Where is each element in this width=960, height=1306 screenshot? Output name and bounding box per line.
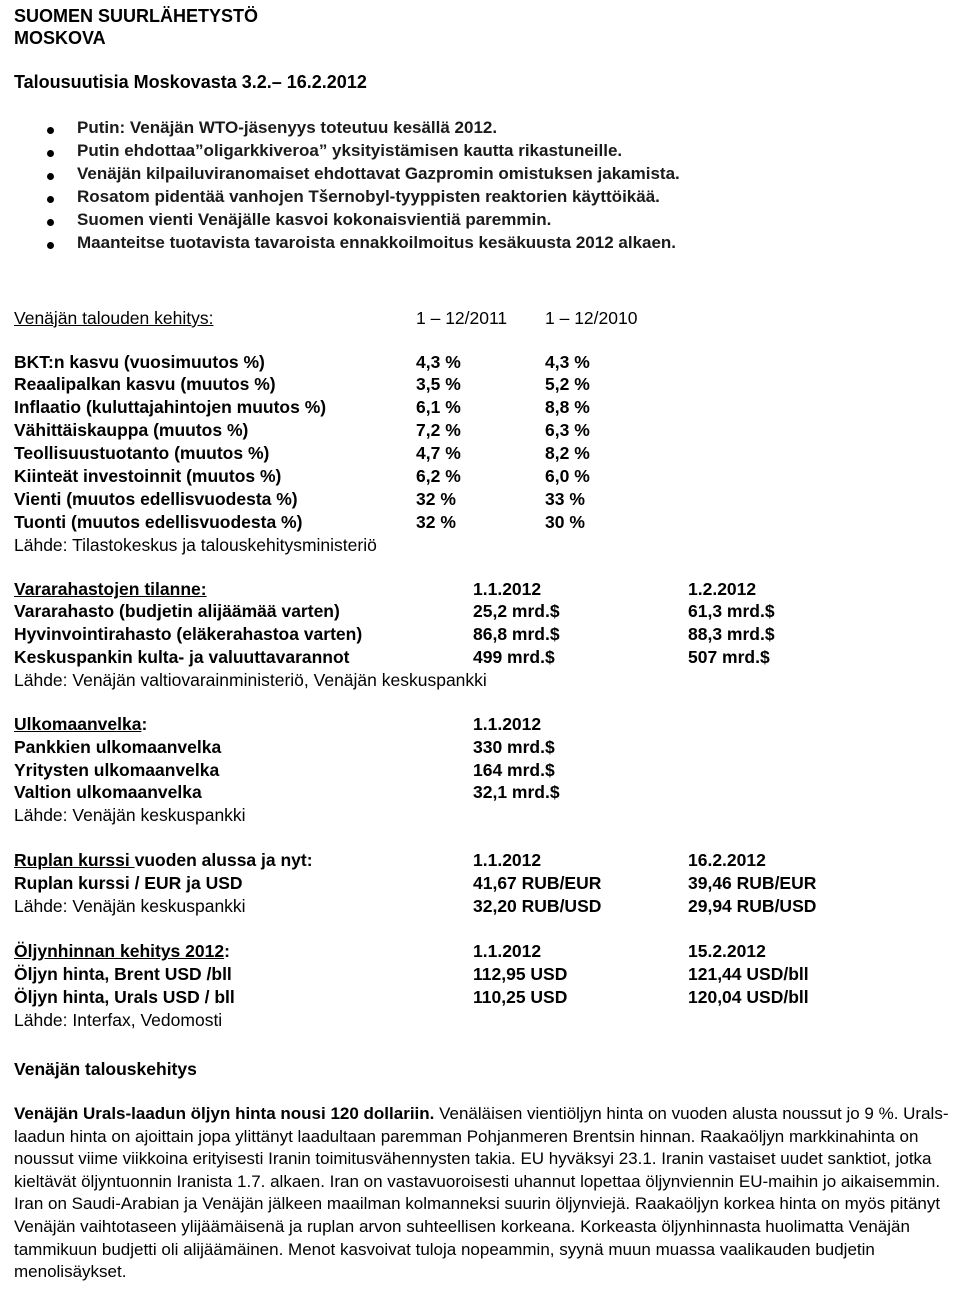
table-cell: 32,1 mrd.$ [473, 782, 560, 802]
economy-col1-header: 1 – 12/2011 [416, 308, 508, 328]
bullet-dot-icon [47, 242, 54, 249]
debt-heading [14, 714, 147, 735]
ruble-heading-underlined: Ruplan kurssi [14, 850, 135, 870]
table-row-label: Teollisuustuotanto (muutos %) [14, 443, 270, 463]
section-title: Venäjän talouskehitys [14, 1059, 197, 1079]
debt-heading-text: Ulkomaanvelka [14, 714, 142, 734]
bullet-dot-icon [47, 173, 54, 180]
table-cell: 6,1 % [416, 397, 461, 417]
embassy-city: MOSKOVA [14, 28, 106, 48]
table-cell: 30 % [545, 512, 585, 532]
table-cell: 4,3 % [416, 352, 461, 372]
oil-col2-header: 15.2.2012 [688, 941, 766, 961]
economy-source: Lähde: Tilastokeskus ja talouskehitysministeriö [14, 535, 377, 555]
ruble-heading [14, 850, 313, 871]
table-cell: 330 mrd.$ [473, 737, 555, 757]
oil-col1-header: 1.1.2012 [473, 941, 542, 961]
reserves-col2-header: 1.2.2012 [688, 579, 757, 599]
article-body: Venäläisen vientiöljyn hinta on vuoden alusta noussut jo 9 %. Urals-laadun hinta on ajoittain jopa ylittänyt laadultaan paremman Pohjanmeren Brentsin hinnan. Raakaöljyn markkinahinta on noussut viime viikkoina erityisesti Iranin toimitusvähennysten takia. EU hyväksyi 23.1. Iranin vastaiset uudet sanktiot, jotka kieltävät öljyntuonnin Iranista 1.7. alkaen. Iran on vastavuoroisesti uhannut lopettaa öljynviennin EU-maihin jo aikaisemmin. Iran on Saudi-Arabian ja Venäjän jälkeen maailman kolmanneksi suurin öljynviejä. Raakaöljyn korkea hinta on myös pitänyt Venäjän vaihtotaseen ylijäämäisenä ja ruplan arvon suhteellisen korkeana. Korkeasta öljynhinnasta huolimatta Venäjän tammikuun budjetti oli alijäämäinen. Menot kasvoivat tuloja nopeammin, syynä muun muassa vaalikauden budjetin menolisäykset. [14, 1104, 949, 1282]
table-cell: 6,0 % [545, 466, 590, 486]
table-row-label: Öljyn hinta, Brent USD /bll [14, 964, 232, 984]
bullet-item: Putin: Venäjän WTO-jäsenyys toteutuu kesällä 2012. [77, 118, 498, 137]
table-cell: 8,8 % [545, 397, 590, 417]
table-cell: 32,20 RUB/USD [473, 896, 602, 916]
table-cell: 6,2 % [416, 466, 461, 486]
table-cell: 39,46 RUB/EUR [688, 873, 817, 893]
table-cell: 7,2 % [416, 420, 461, 440]
table-row-label: Ruplan kurssi / EUR ja USD [14, 873, 243, 893]
table-row-label: Reaalipalkan kasvu (muutos %) [14, 374, 276, 394]
oil-heading [14, 941, 230, 962]
table-row-label: Vähittäiskauppa (muutos %) [14, 420, 249, 440]
embassy-name: SUOMEN SUURLÄHETYSTÖ [14, 6, 259, 26]
table-row-label: Vararahasto (budjetin alijäämää varten) [14, 601, 340, 621]
table-cell: 507 mrd.$ [688, 647, 770, 667]
bullet-item: Suomen vienti Venäjälle kasvoi kokonaisvientiä paremmin. [77, 210, 552, 229]
table-cell: 4,7 % [416, 443, 461, 463]
table-cell: 61,3 mrd.$ [688, 601, 775, 621]
table-row-label: Kiinteät investoinnit (muutos %) [14, 466, 282, 486]
table-cell: 120,04 USD/bll [688, 987, 809, 1007]
article-headline: Venäjän Urals-laadun öljyn hinta nousi 120 dollariin. [14, 1104, 435, 1123]
table-row-label: Pankkien ulkomaanvelka [14, 737, 222, 757]
economy-col2-header: 1 – 12/2010 [545, 308, 638, 328]
table-cell: 5,2 % [545, 374, 590, 394]
table-cell: 29,94 RUB/USD [688, 896, 817, 916]
table-cell: 112,95 USD [473, 964, 568, 984]
bullet-dot-icon [47, 150, 54, 157]
bullet-dot-icon [47, 219, 54, 226]
table-cell: 41,67 RUB/EUR [473, 873, 602, 893]
table-cell: 32 % [416, 512, 456, 532]
table-row-label: Hyvinvointirahasto (eläkerahastoa varten) [14, 624, 363, 644]
oil-heading-text: Öljynhinnan kehitys 2012 [14, 941, 225, 961]
economy-heading: Venäjän talouden kehitys: [14, 308, 214, 328]
table-row-label: Inflaatio (kuluttajahintojen muutos %) [14, 397, 327, 417]
ruble-heading-rest: vuoden alussa ja nyt: [134, 850, 313, 870]
reserves-source: Lähde: Venäjän valtiovarainministeriö, Venäjän keskuspankki [14, 670, 487, 690]
table-row-label: Öljyn hinta, Urals USD / bll [14, 987, 235, 1007]
table-cell: 25,2 mrd.$ [473, 601, 560, 621]
table-row-label: Vienti (muutos edellisvuodesta %) [14, 489, 298, 509]
table-cell: 121,44 USD/bll [688, 964, 809, 984]
bullet-item: Maanteitse tuotavista tavaroista ennakkoilmoitus kesäkuusta 2012 alkaen. [77, 233, 677, 252]
table-cell: 4,3 % [545, 352, 590, 372]
table-row-label: Keskuspankin kulta- ja valuuttavarannot [14, 647, 350, 667]
table-cell: 86,8 mrd.$ [473, 624, 560, 644]
table-cell: 164 mrd.$ [473, 760, 555, 780]
table-row-label: Valtion ulkomaanvelka [14, 782, 202, 802]
ruble-col2-header: 16.2.2012 [688, 850, 766, 870]
article-paragraph [14, 1103, 949, 1284]
table-cell: 3,5 % [416, 374, 461, 394]
bullet-dot-icon [47, 127, 54, 134]
bullet-item: Putin ehdottaa”oligarkkiveroa” yksityistämisen kautta rikastuneille. [77, 141, 623, 160]
table-cell: 110,25 USD [473, 987, 568, 1007]
table-row-label: Tuonti (muutos edellisvuodesta %) [14, 512, 303, 532]
table-row-label: BKT:n kasvu (vuosimuutos %) [14, 352, 265, 372]
page-title: Talousuutisia Moskovasta 3.2.– 16.2.2012 [14, 72, 367, 92]
table-row-label: Yritysten ulkomaanvelka [14, 760, 220, 780]
bullet-item: Rosatom pidentää vanhojen Tšernobyl-tyyppisten reaktorien käyttöikää. [77, 187, 660, 206]
table-cell: 499 mrd.$ [473, 647, 555, 667]
reserves-heading: Vararahastojen tilanne: [14, 579, 207, 599]
bullet-item: Venäjän kilpailuviranomaiset ehdottavat Gazpromin omistuksen jakamista. [77, 164, 680, 183]
ruble-col1-header: 1.1.2012 [473, 850, 542, 870]
debt-source: Lähde: Venäjän keskuspankki [14, 805, 246, 825]
table-cell: 6,3 % [545, 420, 590, 440]
bullet-dot-icon [47, 196, 54, 203]
table-cell: 32 % [416, 489, 456, 509]
reserves-col1-header: 1.1.2012 [473, 579, 542, 599]
debt-heading-colon: : [141, 714, 148, 734]
table-cell: 8,2 % [545, 443, 590, 463]
oil-source: Lähde: Interfax, Vedomosti [14, 1010, 223, 1030]
oil-heading-colon: : [224, 941, 230, 961]
debt-col1-header: 1.1.2012 [473, 714, 542, 734]
ruble-source: Lähde: Venäjän keskuspankki [14, 896, 246, 916]
table-cell: 88,3 mrd.$ [688, 624, 775, 644]
table-cell: 33 % [545, 489, 585, 509]
